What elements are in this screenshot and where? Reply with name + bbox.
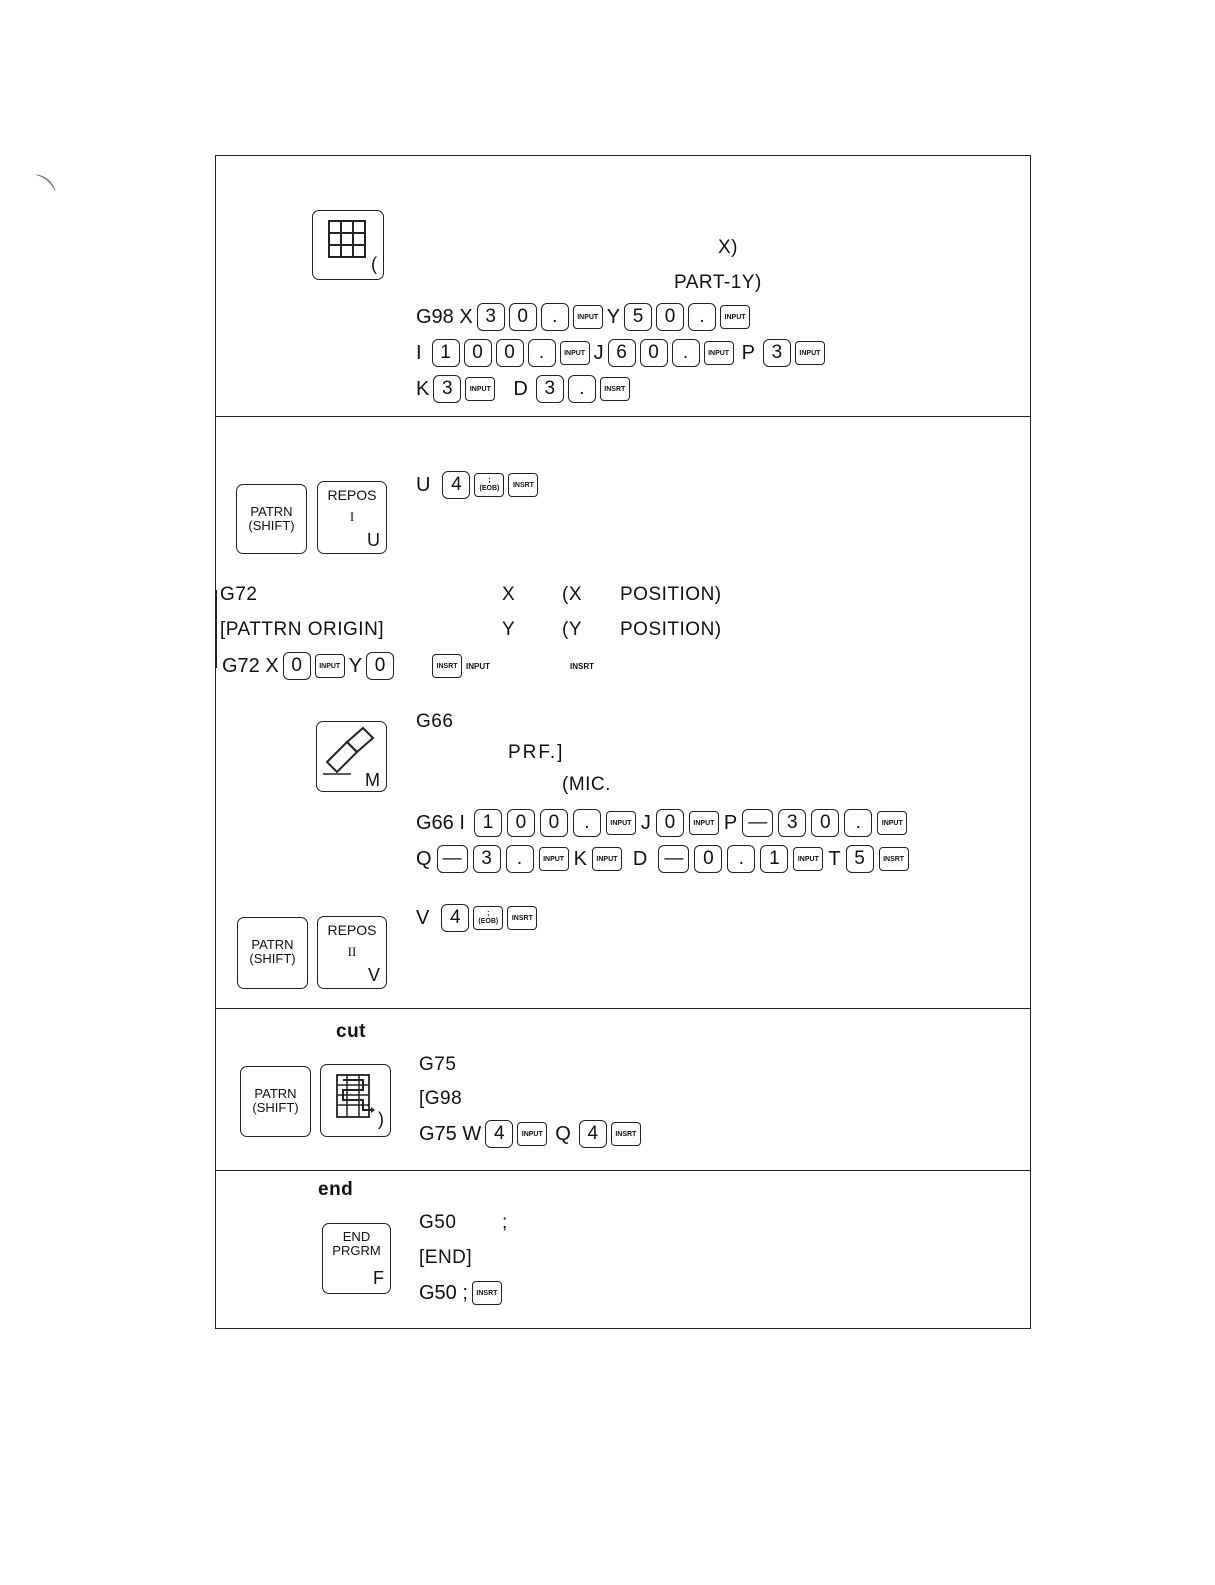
insert-text: INSRT xyxy=(570,661,595,671)
grid-icon xyxy=(327,219,367,259)
g72-label: G72 xyxy=(220,584,258,605)
insert-key[interactable]: INSRT xyxy=(600,377,630,401)
input-key[interactable]: INPUT xyxy=(517,1122,547,1146)
pattern-origin-label: [PATTRN ORIGIN] xyxy=(220,619,385,640)
g72-bracket xyxy=(216,590,217,668)
key-line: (SHIFT) xyxy=(252,1100,299,1115)
g66-label: G66 xyxy=(416,711,454,732)
v-input-row xyxy=(416,904,537,932)
key-corner-label: M xyxy=(365,770,380,790)
cut-pattern-icon xyxy=(333,1073,375,1121)
key-line: END xyxy=(342,1229,371,1244)
insert-key[interactable]: INSRT xyxy=(507,906,537,930)
input-key[interactable]: INPUT xyxy=(720,305,750,329)
axis-letter: J xyxy=(640,811,651,834)
kd-input-row xyxy=(416,375,630,403)
key-dot[interactable]: . xyxy=(672,339,700,367)
eob-key[interactable]: ; (EOB) xyxy=(474,473,504,497)
key-3[interactable]: 3 xyxy=(536,375,564,403)
row-prefix: G66 I xyxy=(416,811,465,834)
key-0[interactable]: 0 xyxy=(464,339,492,367)
section-divider-2 xyxy=(215,1008,1031,1009)
insert-key[interactable]: INSRT xyxy=(432,654,462,678)
key-1[interactable]: 1 xyxy=(474,809,502,837)
key-dot[interactable]: . xyxy=(541,303,569,331)
key-5[interactable]: 5 xyxy=(624,303,652,331)
key-3[interactable]: 3 xyxy=(477,303,505,331)
input-key[interactable]: INPUT xyxy=(465,377,495,401)
axis-letter: P xyxy=(741,341,755,364)
eraser-key[interactable] xyxy=(316,721,387,792)
row-prefix: G50 ; xyxy=(419,1281,468,1304)
axis-letter: D xyxy=(513,377,528,400)
input-key[interactable]: INPUT xyxy=(592,847,622,871)
y-pos-open: (Y xyxy=(562,619,582,640)
key-4[interactable]: 4 xyxy=(579,1120,607,1148)
input-key[interactable]: INPUT xyxy=(689,811,719,835)
key-corner-label: ) xyxy=(378,1109,384,1129)
key-line: (SHIFT) xyxy=(249,951,296,966)
key-1[interactable]: 1 xyxy=(432,339,460,367)
g98-bracket-label: [G98 xyxy=(419,1088,463,1109)
input-key[interactable]: INPUT xyxy=(606,811,636,835)
key-0[interactable]: 0 xyxy=(656,303,684,331)
key-minus[interactable]: — xyxy=(658,845,689,873)
repos-2-key[interactable] xyxy=(317,916,387,989)
key-corner-label: ( xyxy=(371,254,377,274)
key-dot[interactable]: . xyxy=(688,303,716,331)
patrn-shift-key-2[interactable] xyxy=(237,917,308,989)
key-4[interactable]: 4 xyxy=(441,904,469,932)
key-3[interactable]: 3 xyxy=(473,845,501,873)
insert-key[interactable]: INSRT xyxy=(611,1122,641,1146)
row-prefix: G72 X xyxy=(222,654,279,677)
key-3[interactable]: 3 xyxy=(778,809,806,837)
g75-input-row xyxy=(419,1120,641,1148)
key-line: PATRN xyxy=(251,937,294,952)
key-dot[interactable]: . xyxy=(568,375,596,403)
input-key[interactable]: INPUT xyxy=(315,654,345,678)
x-axis-label: X xyxy=(502,584,516,605)
g75-label: G75 xyxy=(419,1054,457,1075)
u-input-row xyxy=(416,471,538,499)
x-label: X) xyxy=(718,237,738,258)
input-key[interactable]: INPUT xyxy=(795,341,825,365)
y-position-label: POSITION) xyxy=(620,619,722,640)
insert-key[interactable]: INSRT xyxy=(472,1281,502,1305)
key-line: PRGRM xyxy=(332,1243,381,1258)
axis-letter: Y xyxy=(348,654,363,677)
g98-input-row xyxy=(416,303,750,331)
axis-letter: D xyxy=(632,847,648,870)
page-smudge: ⌒ xyxy=(20,169,60,210)
key-0[interactable]: 0 xyxy=(507,809,535,837)
cut-heading: cut xyxy=(336,1021,366,1042)
key-line: I xyxy=(349,509,355,524)
key-line: REPOS xyxy=(327,487,377,503)
key-3[interactable]: 3 xyxy=(433,375,461,403)
row-prefix: G98 X xyxy=(416,305,473,328)
axis-letter: J xyxy=(593,341,604,364)
cut-pattern-key[interactable] xyxy=(320,1064,391,1137)
g72-input-row xyxy=(222,652,594,680)
input-key[interactable]: INPUT xyxy=(560,341,590,365)
part-label: PART-1Y) xyxy=(674,272,762,293)
key-0[interactable]: 0 xyxy=(694,845,722,873)
g50-label: G50 xyxy=(419,1212,457,1233)
key-minus[interactable]: — xyxy=(742,809,773,837)
key-4[interactable]: 4 xyxy=(485,1120,513,1148)
key-0[interactable]: 0 xyxy=(656,809,684,837)
g50-input-row xyxy=(419,1281,502,1305)
section-divider-1 xyxy=(215,416,1031,417)
key-line: REPOS xyxy=(327,922,377,938)
key-0[interactable]: 0 xyxy=(540,809,568,837)
key-1[interactable]: 1 xyxy=(760,845,788,873)
axis-letter: P xyxy=(723,811,738,834)
insert-key[interactable]: INSRT xyxy=(508,473,538,497)
profile-label: PRF.] xyxy=(508,742,565,763)
input-key[interactable]: INPUT xyxy=(704,341,734,365)
key-0[interactable]: 0 xyxy=(366,652,394,680)
patrn-shift-key-3[interactable] xyxy=(240,1066,311,1137)
key-minus[interactable]: — xyxy=(437,845,468,873)
row-prefix: U xyxy=(416,473,431,496)
key-5[interactable]: 5 xyxy=(846,845,874,873)
key-line: (SHIFT) xyxy=(248,518,295,533)
end-heading: end xyxy=(318,1179,354,1200)
input-key[interactable]: INPUT xyxy=(793,847,823,871)
input-key[interactable]: INPUT xyxy=(539,847,569,871)
g66-input-row-2 xyxy=(416,845,909,873)
key-dot[interactable]: . xyxy=(844,809,872,837)
patrn-shift-key[interactable] xyxy=(236,484,307,554)
key-dot[interactable]: . xyxy=(573,809,601,837)
key-0[interactable]: 0 xyxy=(811,809,839,837)
input-text: INPUT xyxy=(466,661,491,671)
end-bracket-label: [END] xyxy=(419,1247,473,1268)
y-axis-label: Y xyxy=(502,619,516,640)
key-3[interactable]: 3 xyxy=(763,339,791,367)
key-0[interactable]: 0 xyxy=(640,339,668,367)
key-dot[interactable]: . xyxy=(506,845,534,873)
x-pos-open: (X xyxy=(562,584,582,605)
key-dot[interactable]: . xyxy=(727,845,755,873)
axis-letter: K xyxy=(573,847,587,870)
row-prefix: I xyxy=(416,341,422,364)
row-prefix: K xyxy=(416,377,430,400)
key-0[interactable]: 0 xyxy=(496,339,524,367)
key-line: PATRN xyxy=(250,504,293,519)
key-0[interactable]: 0 xyxy=(509,303,537,331)
row-prefix: G75 W xyxy=(419,1122,482,1145)
row-prefix: Q xyxy=(416,847,432,870)
key-line: II xyxy=(347,944,357,959)
axis-letter: Q xyxy=(555,1122,571,1145)
end-program-key[interactable] xyxy=(322,1223,391,1294)
key-corner-label: V xyxy=(367,965,380,985)
ijp-input-row xyxy=(416,339,825,367)
key-line: PATRN xyxy=(254,1086,297,1101)
key-corner-label: F xyxy=(373,1268,384,1288)
pattern-grid-key[interactable] xyxy=(312,210,384,280)
eob-key[interactable]: ; (EOB) xyxy=(473,906,503,930)
key-0[interactable]: 0 xyxy=(283,652,311,680)
key-4[interactable]: 4 xyxy=(442,471,470,499)
x-position-label: POSITION) xyxy=(620,584,722,605)
section-divider-3 xyxy=(215,1170,1031,1171)
key-dot[interactable]: . xyxy=(528,339,556,367)
g66-input-row-1 xyxy=(416,809,907,837)
input-key[interactable]: INPUT xyxy=(877,811,907,835)
axis-letter: Y xyxy=(606,305,621,328)
axis-letter: T xyxy=(828,847,841,870)
key-corner-label: U xyxy=(367,530,380,550)
mic-label: (MIC. xyxy=(562,774,611,795)
input-key[interactable]: INPUT xyxy=(573,305,603,329)
insert-key[interactable]: INSRT xyxy=(879,847,909,871)
g50-semicolon: ; xyxy=(502,1212,508,1233)
row-prefix: V xyxy=(416,906,430,929)
repos-1-key[interactable] xyxy=(317,481,387,554)
key-6[interactable]: 6 xyxy=(608,339,636,367)
